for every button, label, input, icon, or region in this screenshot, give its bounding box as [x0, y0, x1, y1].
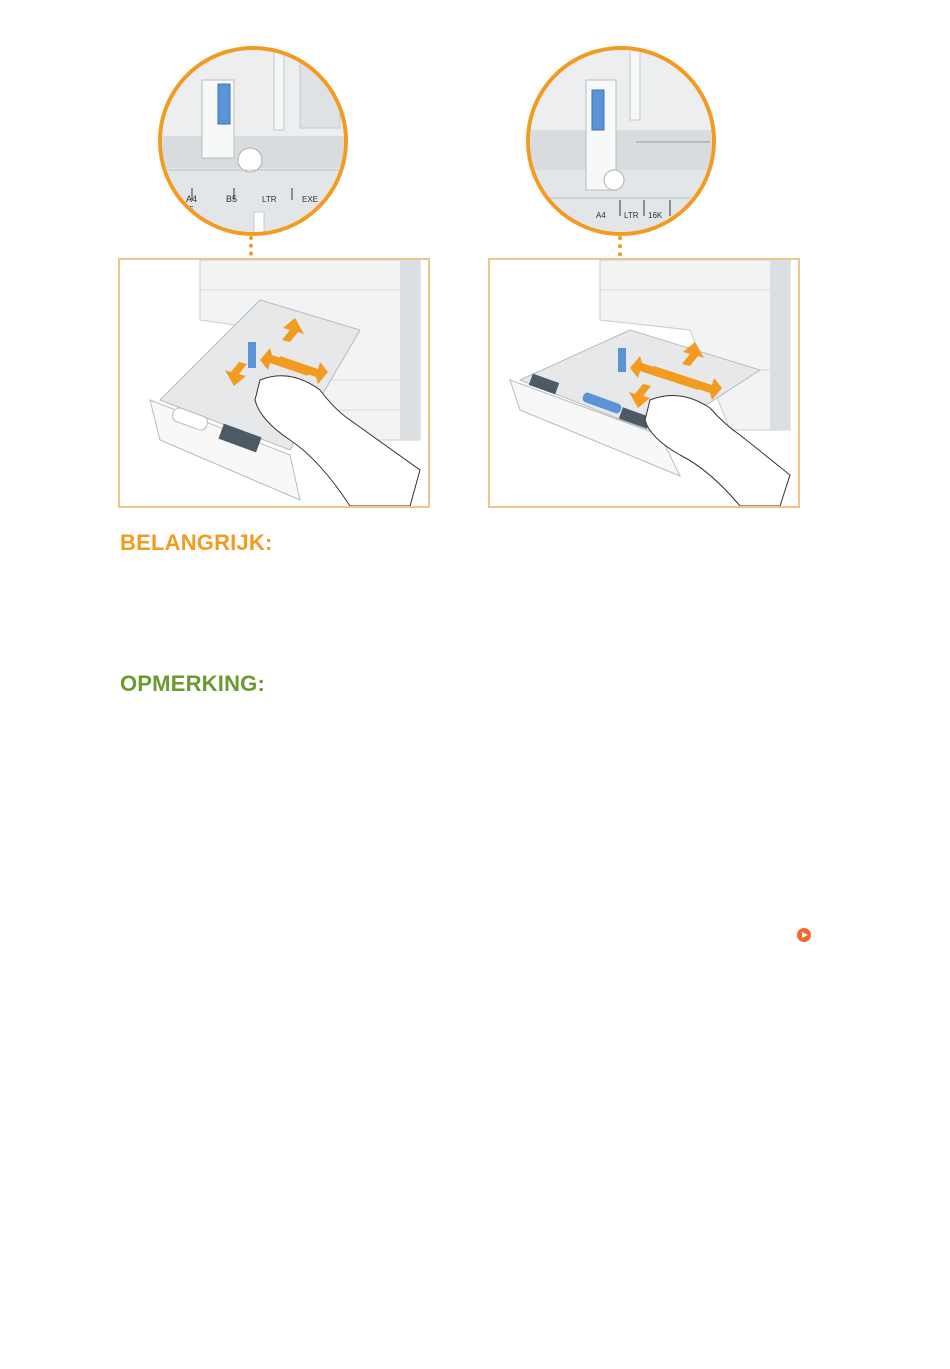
left-zoom-detail — [162, 50, 348, 236]
right-photo-frame — [488, 258, 800, 508]
right-zoom-circle — [526, 46, 716, 236]
zoom-label: B5 — [226, 194, 238, 204]
left-illustration — [118, 46, 430, 508]
right-illustration — [488, 46, 800, 508]
right-tray-drawing — [490, 260, 798, 506]
left-tray-drawing — [120, 260, 428, 506]
zoom-label: LTR — [624, 211, 639, 220]
left-zoom-circle — [158, 46, 348, 236]
important-heading: BELANGRIJK: — [120, 530, 273, 555]
zoom-label: EXE — [302, 195, 319, 204]
right-zoom-detail — [530, 50, 716, 236]
note-heading: OPMERKING: — [120, 671, 265, 696]
next-page-arrow-icon[interactable] — [797, 928, 811, 942]
zoom-label: A4 — [596, 211, 606, 220]
zoom-label: LTR — [262, 195, 277, 204]
zoom-label: A4 — [186, 194, 198, 204]
zoom-label: 16K — [648, 211, 663, 220]
left-photo-frame — [118, 258, 430, 508]
zoom-label: B5 — [184, 205, 194, 214]
